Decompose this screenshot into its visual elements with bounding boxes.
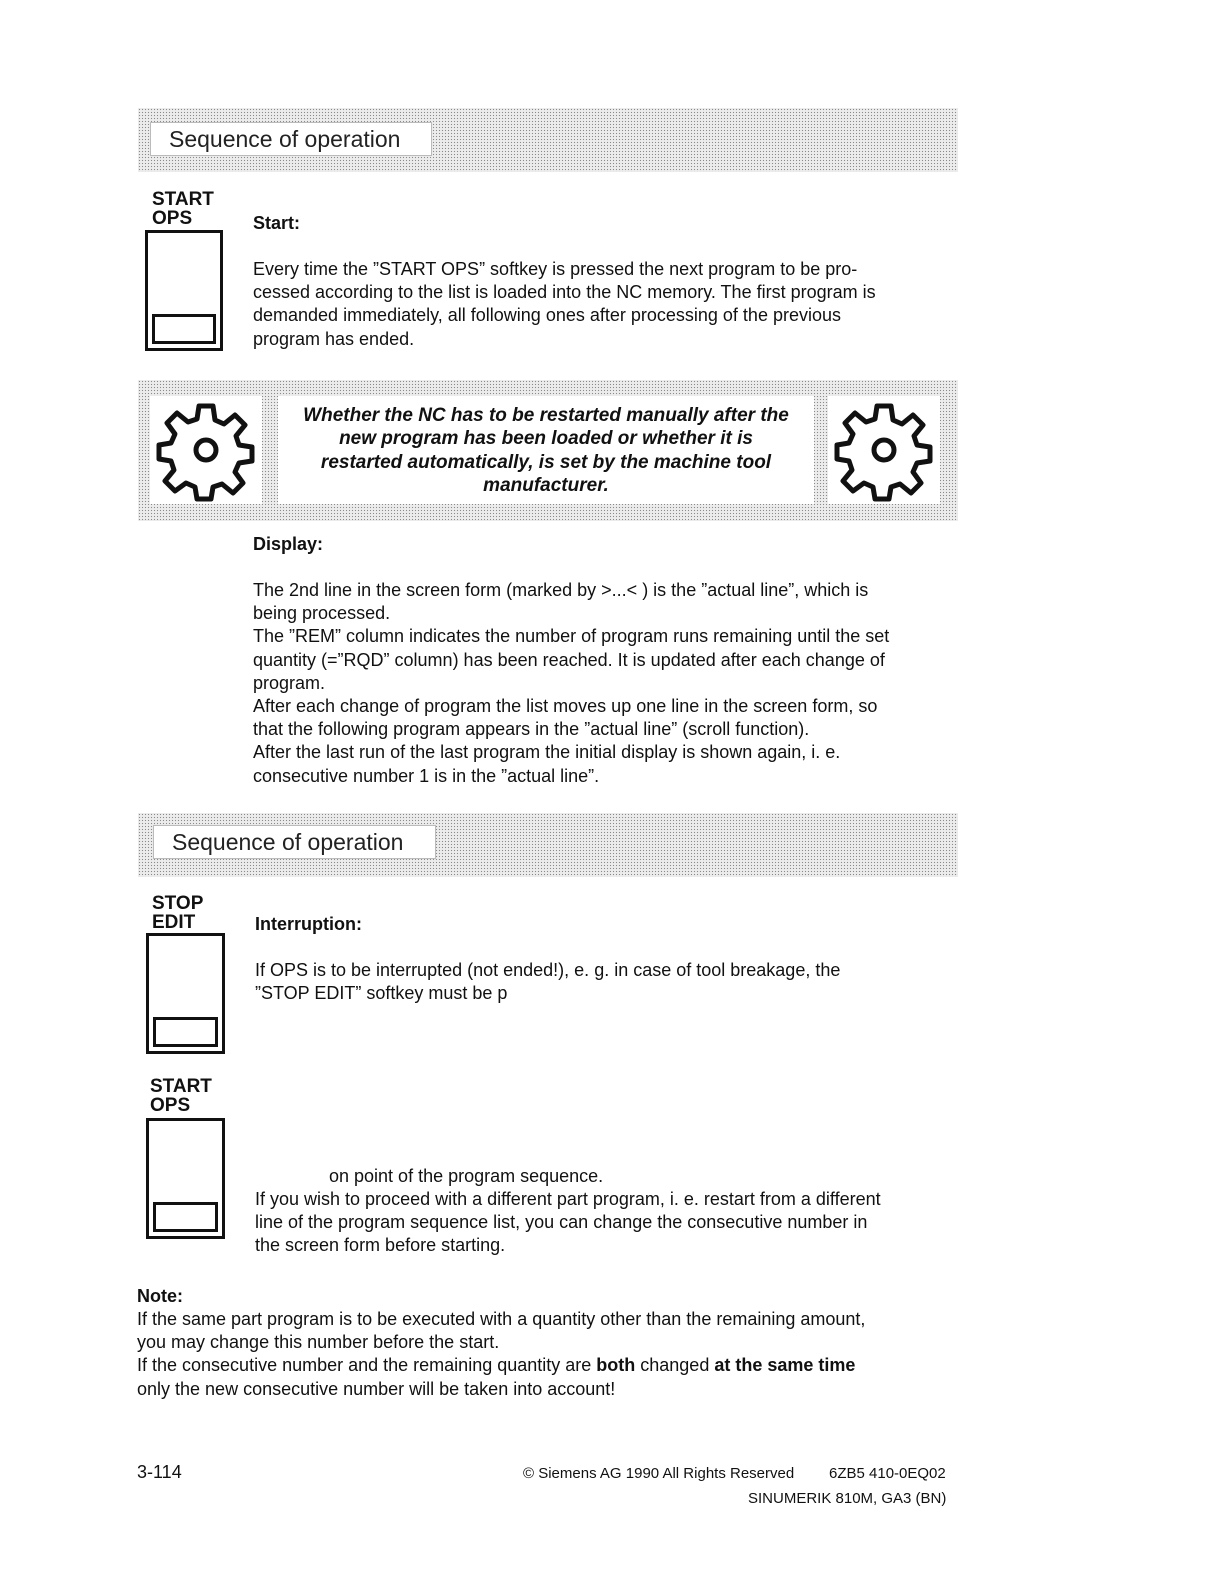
- footer-copyright: © Siemens AG 1990 All Rights Reserved: [523, 1465, 795, 1482]
- softkey-label: START OPS: [150, 1076, 212, 1116]
- start-paragraph: Every time the ”START OPS” softkey is pressed the next program to be pro- cessed according to the list is loaded into the NC memory. The first program is demanded immediately, all following ones after processing of the previous program has ended.: [253, 259, 876, 349]
- page-number: 3-114: [137, 1462, 182, 1482]
- section-header: [138, 108, 958, 172]
- section-title: Sequence of operation: [153, 825, 436, 859]
- gear-icon-left: [150, 396, 262, 504]
- interruption-heading: Interruption:: [255, 914, 362, 934]
- restart-fragment: on point of the program sequence.: [329, 1166, 604, 1186]
- softkey-indicator: [153, 1017, 218, 1047]
- note-heading: Note:: [137, 1286, 183, 1306]
- display-heading: Display:: [253, 534, 324, 554]
- section-header: [138, 813, 958, 877]
- interruption-paragraph: If OPS is to be interrupted (not ended!), e. g. in case of tool breakage, the ”STOP EDIT” softkey must be p: [255, 960, 841, 1004]
- note-paragraph: If the same part program is to be executed with a quantity other than the remaining amount, you may change this number before the start. If the consecutive number and the remaining quantity are both changed at the same time only the new consecutive number will be taken into account!: [137, 1309, 866, 1399]
- footer-product: SINUMERIK 810M, GA3 (BN): [748, 1490, 947, 1507]
- display-paragraph: The 2nd line in the screen form (marked by >...< ) is the ”actual line”, which is being processed. The ”REM” column indicates the number of program runs remaining until the set quantity (=”RQD” column) has been reached. It is updated after each change of program. After each change of program the list moves up one line in the screen form, so that the following program appears in the ”actual line” (scroll function). After the last run of the last program the initial display is shown again, i. e. consecutive number 1 is in the ”actual line”.: [253, 580, 890, 786]
- gear-icon-right: [828, 396, 940, 504]
- softkey-indicator: [152, 314, 216, 344]
- gear-icon: [828, 396, 940, 504]
- restart-paragraph: If you wish to proceed with a different part program, i. e. restart from a different line of the program sequence list, you can change the consecutive number in the screen form before starting.: [255, 1189, 881, 1256]
- softkey-indicator: [153, 1202, 218, 1232]
- start-ops-softkey[interactable]: [146, 1118, 225, 1239]
- manufacturer-note-box: [138, 380, 958, 521]
- start-ops-softkey[interactable]: [145, 230, 223, 351]
- stop-edit-softkey[interactable]: [146, 933, 225, 1054]
- note-text: Whether the NC has to be restarted manually after the new program has been loaded or whether it is restarted automatically, is set by the machine tool manufacturer.: [278, 396, 814, 504]
- footer-doc-code: 6ZB5 410-0EQ02: [829, 1465, 946, 1482]
- gear-icon: [150, 396, 262, 504]
- start-heading: Start:: [253, 213, 301, 233]
- softkey-label: STOP EDIT: [152, 893, 204, 933]
- softkey-label: START OPS: [152, 189, 214, 229]
- section-title: Sequence of operation: [150, 122, 432, 156]
